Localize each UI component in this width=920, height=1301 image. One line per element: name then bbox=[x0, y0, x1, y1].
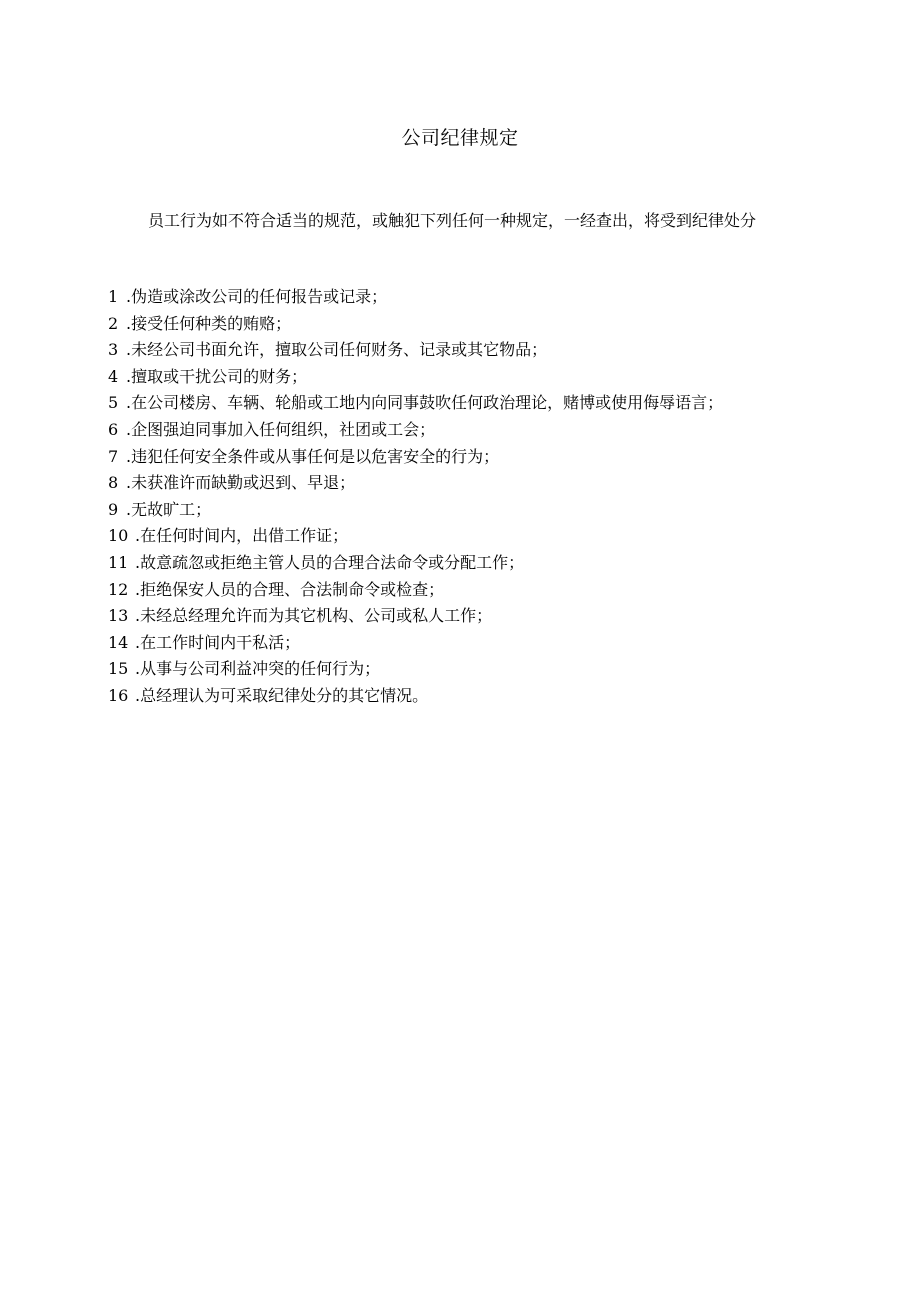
rule-text: .在任何时间内，出借工作证； bbox=[135, 526, 349, 546]
rule-item bbox=[108, 683, 808, 710]
rule-item bbox=[108, 630, 808, 657]
rule-text: .在工作时间内干私活； bbox=[135, 632, 301, 652]
rule-number: 14 bbox=[108, 632, 129, 652]
rule-text: .未经总经理允许而为其它机构、公司或私人工作； bbox=[135, 606, 493, 626]
rule-item bbox=[108, 603, 808, 630]
rule-number: 4 bbox=[108, 366, 119, 386]
rule-text: .擅取或干扰公司的财务； bbox=[126, 366, 308, 386]
rule-text: .伪造或涂改公司的任何报告或记录； bbox=[126, 287, 388, 306]
rules-list bbox=[108, 284, 808, 710]
rule-item bbox=[108, 311, 808, 338]
rule-number: 16 bbox=[108, 685, 129, 705]
rule-item bbox=[108, 444, 808, 471]
rule-text: .接受任何种类的贿赂； bbox=[126, 313, 292, 333]
rule-item bbox=[108, 417, 808, 444]
rule-text: .无故旷工； bbox=[126, 499, 212, 519]
rule-text: .从事与公司利益冲突的任何行为； bbox=[135, 659, 381, 679]
rule-item bbox=[108, 337, 808, 364]
rule-number: 10 bbox=[108, 526, 129, 546]
rule-number: 6 bbox=[108, 419, 119, 439]
rule-number: 2 bbox=[108, 313, 119, 333]
rule-text: .企图强迫同事加入任何组织，社团或工会； bbox=[126, 419, 436, 439]
rule-text: .拒绝保安人员的合理、合法制命令或检查； bbox=[135, 579, 445, 599]
rule-number: 5 bbox=[108, 393, 119, 413]
rule-item bbox=[108, 577, 808, 604]
rule-item bbox=[108, 470, 808, 497]
rule-text: .故意疏忽或拒绝主管人员的合理合法命令或分配工作； bbox=[135, 552, 525, 572]
rule-item bbox=[108, 364, 808, 391]
rule-item bbox=[108, 656, 808, 683]
rule-text: .未经公司书面允许，擅取公司任何财务、记录或其它物品； bbox=[126, 340, 548, 360]
rule-item bbox=[108, 550, 808, 577]
rule-number: 3 bbox=[108, 340, 119, 360]
intro-paragraph: 员工行为如不符合适当的规范，或触犯下列任何一种规定，一经查出，将受到纪律处分 bbox=[148, 211, 757, 230]
rule-item bbox=[108, 390, 808, 417]
rule-number: 8 bbox=[108, 473, 119, 493]
rule-item bbox=[108, 523, 808, 550]
rule-number: 9 bbox=[108, 499, 119, 519]
rule-number: 1 bbox=[108, 287, 119, 306]
rule-number: 15 bbox=[108, 659, 129, 679]
rule-number: 11 bbox=[108, 552, 129, 572]
rule-text: .在公司楼房、车辆、轮船或工地内向同事鼓吹任何政治理论，赌博或使用侮辱语言； bbox=[126, 393, 724, 413]
rule-number: 13 bbox=[108, 606, 129, 626]
rule-number: 7 bbox=[108, 446, 119, 466]
rule-text: .总经理认为可采取纪律处分的其它情况。 bbox=[135, 685, 429, 705]
rule-number: 12 bbox=[108, 579, 129, 599]
rule-item bbox=[108, 284, 808, 311]
rule-item bbox=[108, 497, 808, 524]
rule-text: .违犯任何安全条件或从事任何是以危害安全的行为； bbox=[126, 446, 500, 466]
rule-text: .未获准许而缺勤或迟到、早退； bbox=[126, 473, 356, 493]
document-title: 公司纪律规定 bbox=[401, 127, 519, 149]
